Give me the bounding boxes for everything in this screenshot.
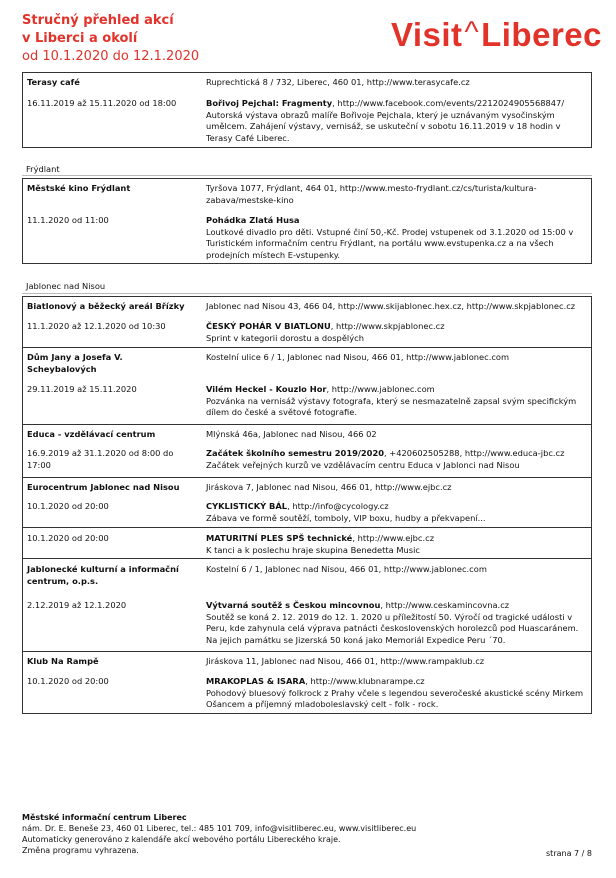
event-row bbox=[23, 179, 591, 263]
event-info bbox=[206, 98, 586, 144]
event-link[interactable]: , +420602505288, http://www.educa-jbc.cz bbox=[384, 448, 565, 458]
venue-block-kino-frydlant bbox=[22, 178, 592, 264]
title-line-2: v Liberci a okolí bbox=[22, 31, 138, 46]
footer-note: Automaticky generováno z kalendáře akcí webového portálu Libereckého kraje. bbox=[22, 835, 341, 844]
venue-name: Městské kino Frýdlant bbox=[27, 183, 131, 193]
event-link[interactable]: , http://www.ejbc.cz bbox=[352, 533, 435, 543]
event-title: Bořivoj Pejchal: Fragmenty bbox=[206, 98, 333, 108]
event-info bbox=[206, 600, 586, 646]
event-description: Začátek veřejných kurzů ve vzdělávacím centru Educa v Jablonci nad Nisou bbox=[206, 459, 520, 470]
event-row bbox=[23, 528, 591, 559]
event-row bbox=[23, 348, 591, 424]
event-title: MATURITNÍ PLES SPŠ technické bbox=[206, 533, 353, 543]
section-divider bbox=[22, 293, 592, 294]
footer-note: Změna programu vyhrazena. bbox=[22, 846, 139, 855]
venue-name: Klub Na Rampě bbox=[27, 656, 99, 666]
event-info bbox=[206, 384, 586, 419]
event-title: ČESKÝ POHÁR V BIATLONU bbox=[206, 321, 331, 331]
page-footer bbox=[22, 812, 592, 856]
footer-org: Městské informační centrum Liberec bbox=[22, 813, 187, 822]
venue-block-eurocentrum bbox=[22, 478, 592, 652]
event-description: Zábava ve formě soutěží, tomboly, VIP boxu, hudby a překvapení... bbox=[206, 512, 486, 523]
event-description: Autorská výstava obrazů malíře Bořivoje Pejchala, který je uznávaným vysočinským umělcem. Zahájení výstavy, vernisáž, se uskuteční v sobotu 16.11.2019 v 18 hodin v Terasy Café Liberec. bbox=[206, 109, 561, 143]
event-date: 16.9.2019 až 31.1.2020 od 8:00 do 17:00 bbox=[27, 448, 174, 470]
event-row bbox=[23, 652, 591, 713]
venue-name: Educa - vzdělávací centrum bbox=[27, 429, 156, 439]
venue-name: Dům Jany a Josefa V. Scheybalových bbox=[27, 352, 123, 374]
venue-block-educa bbox=[22, 425, 592, 478]
event-title: Výtvarná soutěž s Českou mincovnou bbox=[206, 600, 381, 610]
venue-block-scheybal bbox=[22, 348, 592, 425]
event-date: 10.1.2020 od 20:00 bbox=[27, 501, 109, 511]
event-link[interactable]: , http://www.skpjablonec.cz bbox=[330, 321, 445, 331]
venue-address: Jablonec nad Nisou 43, 466 04, http://www.skijablonec.hex.cz, http://www.skpjablonec.cz bbox=[206, 301, 576, 311]
visit-liberec-logo: Visit^Liberec bbox=[390, 16, 602, 53]
event-link[interactable]: , http://www.jablonec.com bbox=[326, 384, 435, 394]
event-date: 10.1.2020 od 20:00 bbox=[27, 676, 109, 686]
page-number: strana 7 / 8 bbox=[546, 849, 592, 858]
event-title: CYKLISTICKÝ BÁL bbox=[206, 501, 288, 511]
event-row bbox=[23, 425, 591, 477]
venue-address: Tyršova 1077, Frýdlant, 464 01, http://www.mesto-frydlant.cz/cs/turista/kultura-zabava/mestske-kino bbox=[206, 183, 537, 205]
event-date: 16.11.2019 až 15.11.2020 od 18:00 bbox=[27, 98, 177, 108]
section-divider bbox=[22, 175, 592, 176]
event-row bbox=[23, 559, 591, 652]
venue-name: Eurocentrum Jablonec nad Nisou bbox=[27, 482, 180, 492]
event-title: Začátek školního semestru 2019/2020 bbox=[206, 448, 384, 458]
venue-address: Ruprechtická 8 / 732, Liberec, 460 01, http://www.terasycafe.cz bbox=[206, 77, 470, 87]
event-info bbox=[206, 533, 586, 556]
event-description: Sprint v kategorii dorostu a dospělých bbox=[206, 332, 364, 343]
venue-address: Mlýnská 46a, Jablonec nad Nisou, 466 02 bbox=[206, 429, 377, 439]
event-link[interactable]: , http://www.ceskamincovna.cz bbox=[380, 600, 510, 610]
venue-address: Jiráskova 11, Jablonec nad Nisou, 466 01, http://www.rampaklub.cz bbox=[206, 656, 485, 666]
event-date: 11.1.2020 od 11:00 bbox=[27, 215, 109, 225]
event-title: MRAKOPLAS & ISARA bbox=[206, 676, 306, 686]
event-info bbox=[206, 448, 586, 471]
venue-address: Kostelní 6 / 1, Jablonec nad Nisou, 466 01, http://www.jablonec.com bbox=[206, 564, 487, 574]
section-label-jablonec: Jablonec nad Nisou bbox=[26, 281, 106, 291]
page-title bbox=[22, 12, 199, 66]
event-row bbox=[23, 297, 591, 347]
event-title: Pohádka Zlatá Husa bbox=[206, 215, 300, 225]
venue-address: Kostelní ulice 6 / 1, Jablonec nad Nisou, 466 01, http://www.jablonec.com bbox=[206, 352, 510, 362]
venue-name: Terasy café bbox=[27, 77, 80, 87]
event-description: Pozvánka na vernisáž výstavy fotografa, který se nesmazatelně zapsal svým specifickým dílem do české a světové fotografie. bbox=[206, 395, 577, 417]
title-date-range: od 10.1.2020 do 12.1.2020 bbox=[22, 49, 200, 64]
venue-address: Jiráskova 7, Jablonec nad Nisou, 466 01, http://www.ejbc.cz bbox=[206, 482, 452, 492]
section-label-frydlant: Frýdlant bbox=[26, 164, 60, 174]
event-description: Soutěž se koná 2. 12. 2019 do 12. 1. 2020 u příležitostí 50. Výročí od tragické události v Peru, kde zahynula celá výprava patnácti československých horolezců pod Huascaránem. Na jejich památku se Jizerská 50 koná jako Memoriál Expedice Peru ´70. bbox=[206, 611, 579, 645]
event-date: 2.12.2019 až 12.1.2020 bbox=[27, 600, 127, 610]
event-row bbox=[23, 73, 591, 147]
event-title: Vilém Heckel - Kouzlo Hor bbox=[206, 384, 327, 394]
event-date: 10.1.2020 od 20:00 bbox=[27, 533, 109, 543]
venue-block-terasy bbox=[22, 72, 592, 148]
footer-address: nám. Dr. E. Beneše 23, 460 01 Liberec, tel.: 485 101 709, info@visitliberec.eu, www.visitliberec.eu bbox=[22, 824, 417, 833]
event-link[interactable]: , http://info@cycology.cz bbox=[287, 501, 389, 511]
venue-block-klub-na-rampe bbox=[22, 652, 592, 714]
event-description: Loutkové divadlo pro děti. Vstupné činí 50,-Kč. Prodej vstupenek od 3.1.2020 od 15:00 v Turistickém informačním centru Frýdlant, na portálu www.evstupenka.cz a na všech prodejních místech E-vstupenky. bbox=[206, 226, 574, 260]
venue-name: Jablonecké kulturní a informační centrum, o.p.s. bbox=[27, 564, 179, 586]
event-description: K tanci a k poslechu hraje skupina Benedetta Music bbox=[206, 544, 420, 555]
event-info bbox=[206, 321, 586, 344]
event-info bbox=[206, 501, 586, 524]
event-link[interactable]: , http://www.facebook.com/events/2212024905568847/ bbox=[332, 98, 565, 108]
event-row bbox=[23, 478, 591, 528]
event-description: Pohodový bluesový folkrock z Prahy včele s legendou severočeské akustické scény Mirkem Ošancem a příjemný mladoboleslavský celt - folk - rock. bbox=[206, 687, 584, 709]
event-date: 11.1.2020 až 12.1.2020 od 10:30 bbox=[27, 321, 166, 331]
title-line-1: Stručný přehled akcí bbox=[22, 13, 174, 28]
event-link[interactable]: , http://www.klubnarampe.cz bbox=[305, 676, 425, 686]
page-header bbox=[22, 12, 602, 68]
venue-name: Biatlonový a běžecký areál Břízky bbox=[27, 301, 185, 311]
venue-block-brizky bbox=[22, 296, 592, 348]
event-info bbox=[206, 215, 586, 261]
event-date: 29.11.2019 až 15.11.2020 bbox=[27, 384, 137, 394]
event-info bbox=[206, 676, 586, 711]
